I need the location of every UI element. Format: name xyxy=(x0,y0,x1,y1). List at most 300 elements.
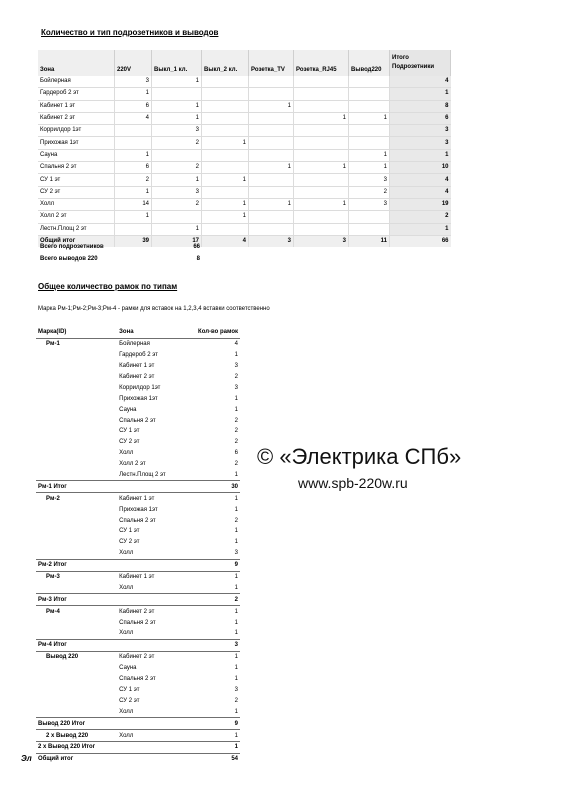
subtotal-row xyxy=(36,481,240,493)
mark-cell xyxy=(36,617,117,628)
zone-cell: Бойлерная xyxy=(119,341,150,348)
frame-row xyxy=(36,706,240,717)
mark-cell xyxy=(36,526,117,537)
count-cell: 3 xyxy=(152,125,202,137)
zone-cell: Спальня 2 эт xyxy=(119,517,156,524)
frame-row xyxy=(36,493,240,504)
count-cell xyxy=(115,137,152,149)
mark-cell: Рм-4 xyxy=(46,608,60,615)
zone-cell: Холл 2 эт xyxy=(38,211,115,223)
count-cell xyxy=(294,137,349,149)
col-header-rj45-socket: Розетка_RJ45 xyxy=(294,50,349,76)
mark-cell xyxy=(36,504,117,515)
frame-row xyxy=(36,470,240,481)
count-cell xyxy=(152,211,202,223)
zone-cell: Холл xyxy=(38,198,115,210)
frame-count-cell: 3 xyxy=(234,550,238,557)
zone-cell: Сауна xyxy=(119,665,137,672)
zone-cell: Кабинет 1 эт xyxy=(38,100,115,112)
count-cell: 2 xyxy=(115,174,152,186)
count-cell: 17 xyxy=(152,235,202,247)
mark-cell xyxy=(36,706,117,717)
frame-row xyxy=(36,515,240,526)
count-cell: 2 xyxy=(349,186,390,198)
count-cell xyxy=(202,186,249,198)
count-cell: 1 xyxy=(152,76,202,88)
zone-cell: СУ 2 эт xyxy=(119,697,140,704)
frame-row xyxy=(36,448,240,459)
frame-count-cell: 1 xyxy=(234,708,238,715)
count-cell: 3 xyxy=(249,235,294,247)
zone-cell: Кабинет 1 эт xyxy=(119,495,155,502)
col-header-total xyxy=(390,50,451,76)
count-cell xyxy=(202,76,249,88)
total-cell: 1 xyxy=(390,149,451,161)
col-header-220v: 220V xyxy=(115,50,152,76)
count-cell: 2 xyxy=(152,137,202,149)
frame-count-cell: 1 xyxy=(234,495,238,502)
mark-cell xyxy=(36,548,117,559)
frames-table-body xyxy=(36,338,240,764)
zone-cell: Бойлерная xyxy=(38,76,115,88)
count-cell xyxy=(202,223,249,235)
count-cell: 1 xyxy=(294,112,349,124)
frame-row xyxy=(36,730,240,742)
count-cell xyxy=(202,88,249,100)
mark-cell: Рм-4 Итог xyxy=(36,639,117,651)
count-cell xyxy=(249,223,294,235)
frame-row xyxy=(36,382,240,393)
mark-cell xyxy=(36,437,117,448)
zone-cell: СУ 2 эт xyxy=(38,186,115,198)
frame-row xyxy=(36,571,240,582)
count-cell xyxy=(249,137,294,149)
count-cell: 1 xyxy=(249,100,294,112)
count-cell xyxy=(249,125,294,137)
count-cell xyxy=(349,100,390,112)
zone-row xyxy=(38,186,451,198)
total-cell: 19 xyxy=(390,198,451,210)
total-sockets-line xyxy=(40,244,200,250)
zone-cell: Холл xyxy=(119,732,134,739)
count-cell xyxy=(349,223,390,235)
count-cell xyxy=(294,76,349,88)
count-cell: 2 xyxy=(152,198,202,210)
socket-count-table xyxy=(38,50,451,247)
grand-total-row xyxy=(36,753,240,764)
mark-cell: Рм-1 Итог xyxy=(36,481,117,493)
frame-count-cell: 2 xyxy=(196,594,240,606)
frame-row xyxy=(36,695,240,706)
zone-cell xyxy=(117,481,196,493)
total-cell: 4 xyxy=(390,186,451,198)
zone-cell: СУ 2 эт xyxy=(119,439,140,446)
subtotal-row xyxy=(36,718,240,730)
total-cell: 4 xyxy=(390,174,451,186)
zone-cell xyxy=(117,559,196,571)
zone-cell: СУ 1 эт xyxy=(119,686,140,693)
zone-cell: Холл xyxy=(119,550,134,557)
zone-cell: Коррилдор 1эт xyxy=(119,384,161,391)
count-cell: 1 xyxy=(152,174,202,186)
count-cell xyxy=(349,125,390,137)
socket-table-body xyxy=(38,76,451,247)
col-header-switch-1: Выкл_1 кл. xyxy=(152,50,202,76)
zone-cell: СУ 1 эт xyxy=(38,174,115,186)
frame-count-cell: 1 xyxy=(234,654,238,661)
count-cell: 1 xyxy=(152,223,202,235)
count-cell xyxy=(115,223,152,235)
count-cell: 1 xyxy=(202,211,249,223)
col-header-frame-zone: Зона xyxy=(117,327,196,338)
zone-cell: Спальня 2 эт xyxy=(119,676,156,683)
mark-cell xyxy=(36,382,117,393)
frame-row xyxy=(36,415,240,426)
zone-cell: Прихожая 1эт xyxy=(119,395,158,402)
total-cell: 8 xyxy=(390,100,451,112)
count-cell xyxy=(249,174,294,186)
frame-count-cell: 6 xyxy=(234,450,238,457)
mark-cell: Рм-2 xyxy=(46,495,60,502)
frame-count-cell: 1 xyxy=(234,584,238,591)
frame-row xyxy=(36,372,240,383)
count-cell: 4 xyxy=(115,112,152,124)
zone-cell: Кабинет 2 эт xyxy=(119,374,155,380)
zone-row xyxy=(38,88,451,100)
frame-count-cell: 2 xyxy=(234,517,238,524)
total-cell: 6 xyxy=(390,112,451,124)
frame-count-cell: 1 xyxy=(234,665,238,672)
mark-cell xyxy=(36,695,117,706)
count-cell: 1 xyxy=(349,112,390,124)
count-cell xyxy=(294,174,349,186)
col-header-total-line2: Подрозетники xyxy=(392,64,435,70)
count-cell: 3 xyxy=(294,235,349,247)
frame-count-cell: 1 xyxy=(234,574,238,581)
frame-count-cell: 1 xyxy=(234,732,238,739)
mark-cell xyxy=(36,674,117,685)
count-cell xyxy=(294,149,349,161)
zone-cell: Холл xyxy=(119,630,134,637)
zone-cell: Гардероб 2 эт xyxy=(38,88,115,100)
subtotal-row xyxy=(36,559,240,571)
count-cell: 6 xyxy=(115,100,152,112)
mark-cell xyxy=(36,582,117,593)
count-cell: 1 xyxy=(249,162,294,174)
count-cell xyxy=(249,76,294,88)
total-cell: 1 xyxy=(390,88,451,100)
total-cell: 2 xyxy=(390,211,451,223)
mark-cell xyxy=(36,459,117,470)
frame-count-cell: 2 xyxy=(234,374,238,380)
mark-cell: 2 x Вывод 220 Итог xyxy=(36,741,117,753)
total-sockets-value: 66 xyxy=(193,244,200,250)
zone-row xyxy=(38,137,451,149)
zone-cell xyxy=(117,594,196,606)
zone-cell xyxy=(117,741,196,753)
mark-cell: Рм-3 Итог xyxy=(36,594,117,606)
frame-count-cell: 4 xyxy=(234,341,238,348)
frame-count-cell: 2 xyxy=(234,417,238,424)
count-cell xyxy=(249,112,294,124)
frame-count-cell: 1 xyxy=(234,352,238,359)
frame-count-cell: 1 xyxy=(234,676,238,683)
count-cell xyxy=(249,88,294,100)
col-header-zone: Зона xyxy=(38,50,115,76)
total-outputs-line xyxy=(40,256,200,262)
frame-count-cell: 1 xyxy=(234,472,238,479)
socket-table-title: Количество и тип подрозетников и выводов xyxy=(41,28,219,37)
zone-cell xyxy=(117,718,196,730)
frame-row xyxy=(36,606,240,617)
count-cell xyxy=(202,125,249,137)
frame-count-cell: 54 xyxy=(196,753,240,764)
frame-row xyxy=(36,459,240,470)
frame-count-cell: 3 xyxy=(234,686,238,693)
frame-count-cell: 30 xyxy=(196,481,240,493)
total-outputs-label: Всего выводов 220 xyxy=(40,256,98,262)
zone-cell: Лестн.Площ 2 эт xyxy=(38,223,115,235)
frame-count-cell: 2 xyxy=(234,428,238,435)
frame-row xyxy=(36,526,240,537)
count-cell xyxy=(202,162,249,174)
mark-cell xyxy=(36,537,117,548)
count-cell: 1 xyxy=(202,174,249,186)
frames-pivot-table xyxy=(36,327,240,765)
zone-cell: Холл xyxy=(119,584,134,591)
zone-row xyxy=(38,76,451,88)
watermark-url: www.spb-220w.ru xyxy=(298,475,408,491)
count-cell: 3 xyxy=(152,186,202,198)
frame-row xyxy=(36,628,240,639)
count-cell xyxy=(349,88,390,100)
count-cell: 1 xyxy=(349,162,390,174)
count-cell: 1 xyxy=(115,149,152,161)
frame-count-cell: 1 xyxy=(234,630,238,637)
count-cell: 2 xyxy=(152,162,202,174)
zone-cell: Гардероб 2 эт xyxy=(119,352,158,359)
count-cell: 14 xyxy=(115,198,152,210)
zone-row xyxy=(38,174,451,186)
frame-row xyxy=(36,437,240,448)
subtotal-row xyxy=(36,594,240,606)
mark-cell: Рм-1 xyxy=(46,341,60,348)
zone-cell: СУ 1 эт xyxy=(119,428,140,435)
zone-cell: Кабинет 2 эт xyxy=(38,112,115,124)
total-cell: 66 xyxy=(390,235,451,247)
mark-cell xyxy=(36,350,117,361)
zone-cell: Кабинет 1 эт xyxy=(119,363,155,370)
count-cell: 3 xyxy=(349,174,390,186)
mark-cell xyxy=(36,415,117,426)
mark-cell xyxy=(36,393,117,404)
zone-cell: Спальня 2 эт xyxy=(119,417,156,424)
count-cell: 39 xyxy=(115,235,152,247)
frame-count-cell: 3 xyxy=(196,639,240,651)
col-header-frame-count: Кол-во рамок xyxy=(196,327,240,338)
col-header-output-220: Вывод220 xyxy=(349,50,390,76)
zone-row xyxy=(38,125,451,137)
zone-cell: Кабинет 2 эт xyxy=(119,608,155,615)
total-cell: 10 xyxy=(390,162,451,174)
frame-row xyxy=(36,537,240,548)
zone-row xyxy=(38,198,451,210)
count-cell xyxy=(202,100,249,112)
mark-cell: Вывод 220 Итог xyxy=(36,718,117,730)
frames-note: Марка Рм-1;Рм-2;Рм-3;Рм-4 - рамки для вставок на 1,2,3,4 вставки соответственно xyxy=(38,306,270,312)
zone-row xyxy=(38,112,451,124)
mark-cell xyxy=(36,685,117,696)
zone-cell: Прихожая 1эт xyxy=(119,506,158,513)
count-cell: 1 xyxy=(115,186,152,198)
frame-row xyxy=(36,582,240,593)
count-cell xyxy=(152,88,202,100)
mark-cell xyxy=(36,663,117,674)
zone-cell: Спальня 2 эт xyxy=(38,162,115,174)
count-cell: 3 xyxy=(349,198,390,210)
zone-cell xyxy=(117,639,196,651)
zone-row xyxy=(38,162,451,174)
col-header-total-line1: Итого xyxy=(392,55,409,61)
zone-cell: Кабинет 2 эт xyxy=(119,654,155,661)
count-cell xyxy=(152,149,202,161)
count-cell xyxy=(294,186,349,198)
socket-table-header-row xyxy=(38,50,451,76)
frame-count-cell: 1 xyxy=(234,539,238,546)
frame-count-cell: 2 xyxy=(234,439,238,446)
frame-row xyxy=(36,548,240,559)
subtotal-row xyxy=(36,639,240,651)
total-sockets-label: Всего подрозетников xyxy=(40,244,104,250)
count-cell xyxy=(349,76,390,88)
watermark-copyright: © «Электрика СПб» xyxy=(257,444,462,469)
count-cell: 6 xyxy=(115,162,152,174)
count-cell xyxy=(294,211,349,223)
count-cell: 4 xyxy=(202,235,249,247)
zone-cell: Холл xyxy=(119,708,134,715)
mark-cell: Общий итог xyxy=(36,753,117,764)
zone-cell: Кабинет 1 эт xyxy=(119,574,155,581)
frame-row xyxy=(36,393,240,404)
zone-cell: СУ 2 эт xyxy=(119,539,140,546)
mark-cell xyxy=(36,448,117,459)
frame-count-cell: 1 xyxy=(196,741,240,753)
mark-cell xyxy=(36,515,117,526)
zone-row xyxy=(38,211,451,223)
count-cell xyxy=(115,125,152,137)
zone-cell: Лестн.Площ 2 эт xyxy=(119,472,166,479)
mark-cell: Рм-3 xyxy=(46,574,60,581)
count-cell xyxy=(294,88,349,100)
count-cell: 1 xyxy=(294,162,349,174)
mark-cell xyxy=(36,361,117,372)
mark-cell: Рм-2 Итог xyxy=(36,559,117,571)
frame-count-cell: 9 xyxy=(196,559,240,571)
count-cell xyxy=(294,100,349,112)
frame-count-cell: 1 xyxy=(234,528,238,535)
frame-count-cell: 1 xyxy=(234,406,238,413)
col-header-mark-id: Марка(ID) xyxy=(36,327,117,338)
count-cell xyxy=(294,223,349,235)
count-cell: 1 xyxy=(349,149,390,161)
zone-row xyxy=(38,223,451,235)
frame-row xyxy=(36,426,240,437)
frame-row xyxy=(36,663,240,674)
count-cell xyxy=(294,125,349,137)
count-cell xyxy=(249,186,294,198)
frame-count-cell: 9 xyxy=(196,718,240,730)
frame-row xyxy=(36,404,240,415)
frame-row xyxy=(36,350,240,361)
frame-row xyxy=(36,338,240,349)
mark-cell: 2 x Вывод 220 xyxy=(46,732,89,739)
frame-count-cell: 3 xyxy=(234,363,238,370)
zone-cell: Холл xyxy=(119,450,134,457)
count-cell: 3 xyxy=(115,76,152,88)
frames-table-header-row xyxy=(36,327,240,338)
total-cell: 3 xyxy=(390,137,451,149)
frame-row xyxy=(36,504,240,515)
mark-cell xyxy=(36,404,117,415)
col-header-switch-2: Выкл_2 кл. xyxy=(202,50,249,76)
zone-cell: Сауна xyxy=(119,406,137,413)
count-cell xyxy=(249,149,294,161)
count-cell xyxy=(202,149,249,161)
count-cell xyxy=(349,137,390,149)
total-cell: 4 xyxy=(390,76,451,88)
zone-cell: Холл 2 эт xyxy=(119,461,146,468)
count-cell: 1 xyxy=(152,100,202,112)
frame-count-cell: 1 xyxy=(234,619,238,626)
zone-cell: Спальня 2 эт xyxy=(119,619,156,626)
frames-table-title: Общее количество рамок по типам xyxy=(38,282,178,291)
mark-cell xyxy=(36,628,117,639)
mark-cell xyxy=(36,372,117,383)
frame-count-cell: 1 xyxy=(234,608,238,615)
frame-row xyxy=(36,685,240,696)
count-cell xyxy=(349,211,390,223)
count-cell: 1 xyxy=(249,198,294,210)
zone-cell: СУ 1 эт xyxy=(119,528,140,535)
zone-cell: Сауна xyxy=(38,149,115,161)
zone-cell: Коррилдор 1эт xyxy=(38,125,115,137)
mark-cell xyxy=(36,470,117,481)
count-cell: 1 xyxy=(202,137,249,149)
subtotal-row xyxy=(36,741,240,753)
count-cell: 1 xyxy=(152,112,202,124)
frame-row xyxy=(36,361,240,372)
zone-row xyxy=(38,149,451,161)
total-cell: 3 xyxy=(390,125,451,137)
frame-count-cell: 1 xyxy=(234,506,238,513)
frame-count-cell: 2 xyxy=(234,461,238,468)
frame-row xyxy=(36,651,240,662)
mark-cell: Вывод 220 xyxy=(46,654,79,661)
frame-count-cell: 2 xyxy=(234,697,238,704)
frame-count-cell: 3 xyxy=(234,384,238,391)
frame-row xyxy=(36,674,240,685)
count-cell: 11 xyxy=(349,235,390,247)
count-cell: 1 xyxy=(115,211,152,223)
count-cell xyxy=(202,112,249,124)
zone-cell: Прихожая 1эт xyxy=(38,137,115,149)
total-outputs-value: 8 xyxy=(196,256,200,262)
count-cell xyxy=(249,211,294,223)
zone-cell: Общий итог xyxy=(38,235,115,247)
mark-cell xyxy=(36,426,117,437)
count-cell: 1 xyxy=(115,88,152,100)
zone-row xyxy=(38,100,451,112)
